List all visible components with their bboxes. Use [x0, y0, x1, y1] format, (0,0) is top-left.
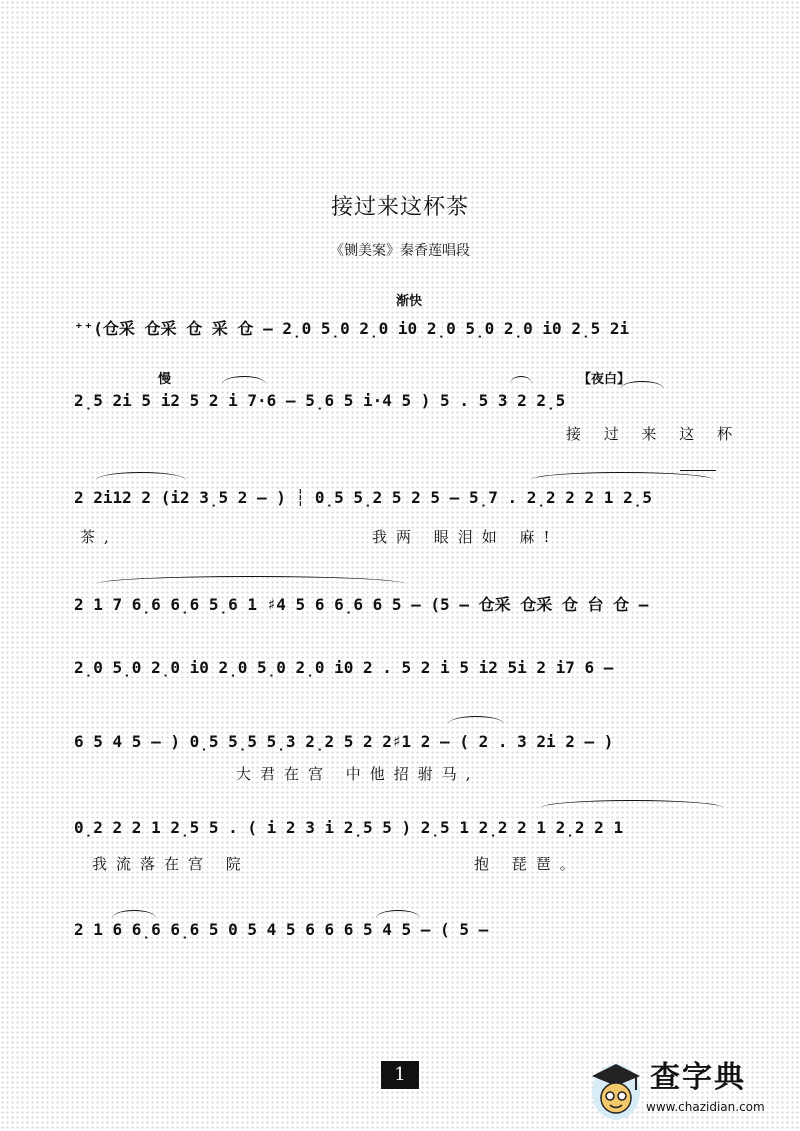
- score-line-2: [74, 391, 722, 410]
- page-subtitle: 《铡美案》秦香莲唱段: [330, 243, 470, 259]
- slur-arc: [620, 381, 664, 389]
- score-line-8-notes: 2 1 6 6̣6 6̣6 5 0 5 4 5 6 6 6 5 4 5 – ( 5 –: [74, 920, 489, 939]
- slur-arc: [222, 376, 266, 384]
- score-line-8: [74, 920, 722, 939]
- slur-arc: [448, 716, 504, 724]
- score-line-4: [74, 592, 722, 615]
- score-line-6-notes: 6 5 4 5 – ) 0̣5 5̣5 5̣3 2̣2 5 2 2♯1 2 – ( 2 . 3 2i 2 – ): [74, 732, 614, 751]
- lyric-line-2: 接 过 来 这 杯: [566, 425, 742, 443]
- slur-arc: [530, 472, 714, 480]
- score-line-7-notes: 0̣2 2 2 1 2̣5 5 . ( i 2 3 i 2̣5 5 ) 2̣5 1 2̣2 2 1 2̣2 2 1: [74, 818, 624, 837]
- lyric-line-7b: 抱 琵琶。: [474, 855, 584, 873]
- slur-arc: [112, 910, 156, 918]
- score-line-3: [74, 488, 722, 507]
- score-line-5-notes: 2̣0 5̣0 2̣0 i0 2̣0 5̣0 2̣0 i0 2 . 5 2 i 5 i2 5i 2 i7 6 –: [74, 658, 614, 677]
- score-line-6: [74, 732, 722, 751]
- mascot-icon: [586, 1056, 646, 1122]
- slur-arc: [96, 576, 406, 584]
- speech-mark: 【夜白】: [578, 372, 631, 387]
- slur-arc: [96, 472, 186, 480]
- score-line-7: [74, 818, 722, 837]
- slur-arc: [376, 910, 420, 918]
- score-line-3-notes: 2 2i12 2 (i2 3̣5 2 – ) ┆ 0̣5 5̣2 5 2 5 – 5̣7 . 2̣2 2 2 1 2̣5: [74, 488, 652, 507]
- lyric-line-3a: 茶,: [80, 528, 118, 546]
- slur-arc: [510, 376, 532, 384]
- lyric-line-6: 大君在宫 中他招驸马,: [236, 765, 480, 783]
- slur-arc: [540, 800, 724, 808]
- score-line-1-notes: ⁺⁺(仓采 仓采 仓 采 仓 – 2̣0 5̣0 2̣0 i0 2̣0 5̣0 2̣0 i0 2̣5 2i: [74, 319, 630, 338]
- page-title: 接过来这杯茶: [330, 195, 469, 220]
- score-line-5: [74, 658, 722, 677]
- score-line-2-notes: 2̣5 2i 5 i2 5 2 i 7·6 – 5̣6 5 i·4 5 ) 5 . 5 3 2 2̣5: [74, 391, 566, 410]
- tempo-mark-slow: 慢: [158, 372, 172, 387]
- watermark-title: 查字典: [650, 1060, 746, 1095]
- watermark-logo: [586, 1052, 780, 1126]
- tempo-mark-accel: 渐快: [396, 294, 423, 309]
- watermark-url: www.chazidian.com: [646, 1100, 765, 1114]
- lyric-line-3b: 我两 眼泪如 麻!: [372, 528, 559, 546]
- lyric-line-7a: 我流落在宫 院: [92, 855, 250, 873]
- score-line-4-notes: 2 1 7 6̣6 6̣6 5̣6 1 ♯4 5 6 6̣6 6 5 – (5 – 仓采 仓采 仓 台 仓 –: [74, 595, 649, 614]
- score-line-1: [74, 316, 722, 339]
- page-number: 1: [381, 1061, 419, 1089]
- beam-line: [680, 470, 716, 471]
